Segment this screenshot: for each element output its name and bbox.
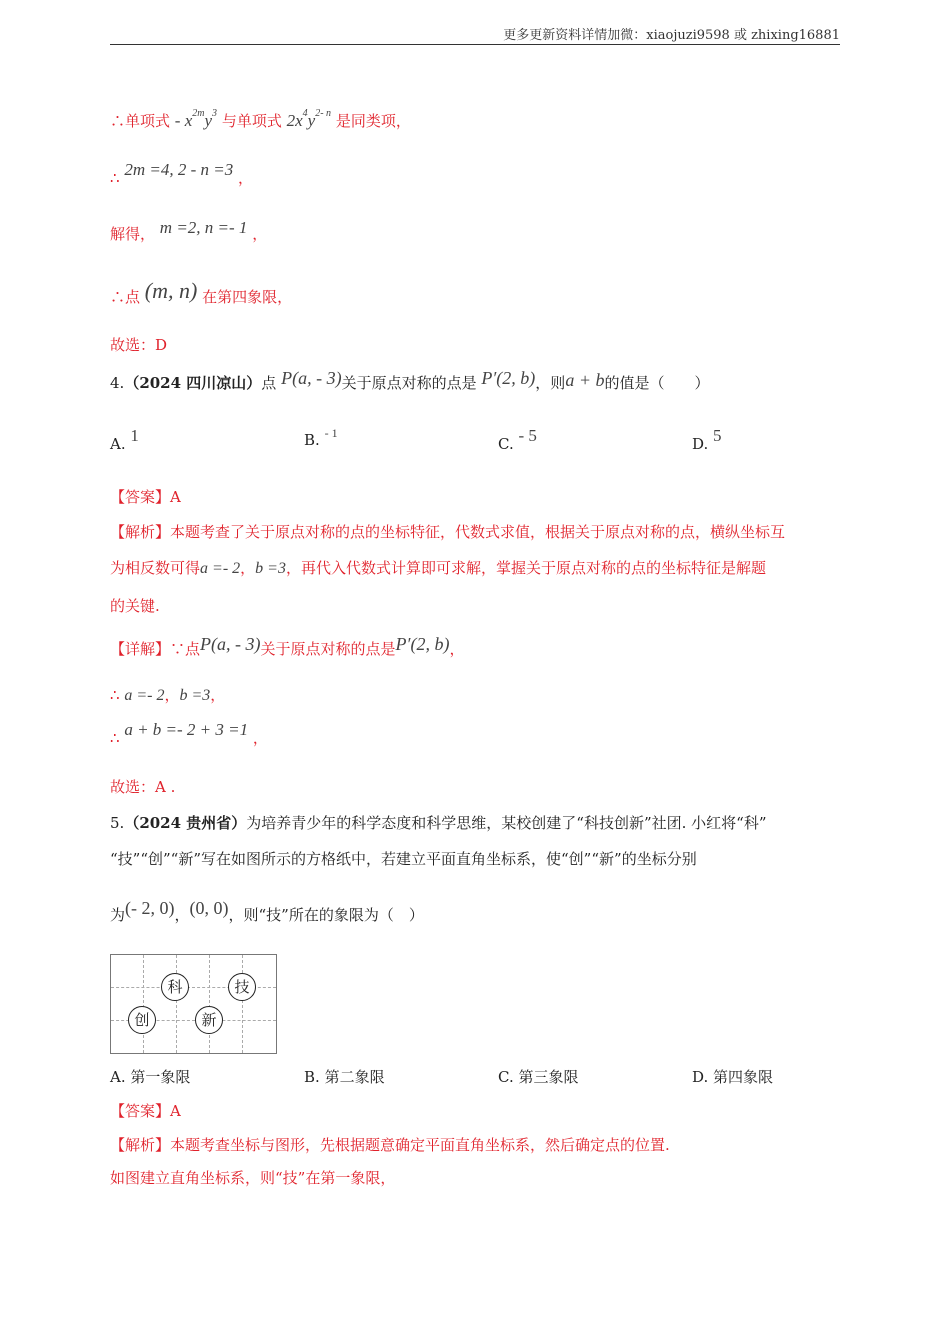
math-sup: 2- n [315, 108, 332, 119]
math: P(a, - 3) [200, 634, 261, 654]
text: ∴ [110, 169, 120, 187]
math: 2x [286, 111, 303, 130]
prev-line-3 [110, 218, 267, 244]
math: P′(2, b) [395, 634, 450, 654]
math-sup: 3 [212, 108, 218, 119]
math: b =3 [255, 560, 286, 577]
option-value: - 1 [324, 426, 338, 440]
char-label: 创 [134, 1011, 150, 1029]
q5-stem-2 [110, 848, 697, 869]
prev-line-4 [110, 278, 292, 307]
text: 故选：A . [110, 778, 176, 796]
text: 为培养青少年的科学态度和科学思维，某校创建了“科技创新”社团. 小红将“科” [246, 814, 767, 832]
q5-stem-1 [110, 812, 767, 833]
q4-option-b[interactable] [304, 426, 338, 449]
math: a + b =- 2 + 3 =1 [124, 720, 249, 739]
q5-option-b[interactable] [304, 1066, 385, 1087]
text: 关于原点对称的点是 [341, 374, 477, 392]
text: ， [252, 729, 268, 747]
q4-option-a[interactable] [110, 426, 139, 453]
math: m =2, n =- 1 [159, 218, 248, 237]
option-value: 第四象限 [713, 1068, 774, 1086]
text: 【答案】A [110, 1102, 181, 1120]
prev-line-2 [110, 160, 253, 188]
text: 的值是（ ） [604, 374, 710, 392]
text: ， [174, 906, 190, 924]
q4-answer [110, 486, 181, 507]
q5-answer [110, 1100, 181, 1121]
math: 2m =4, 2 - n =3 [124, 160, 234, 179]
option-label: A. [110, 435, 126, 453]
text: “技”“创”“新”写在如图所示的方格纸中，若建立平面直角坐标系，使“创”“新”的坐标分别 [110, 850, 697, 868]
math-sup: 4 [302, 108, 308, 119]
math: (- 2, 0) [125, 898, 175, 918]
q4-step-2 [110, 720, 268, 748]
math: P′(2, b) [481, 368, 536, 388]
option-label: C. [498, 435, 514, 453]
page-header [110, 24, 840, 45]
char-chuang [128, 1006, 156, 1034]
q5-stem-3 [110, 898, 424, 925]
text: 的关键. [110, 597, 160, 615]
prev-line-1 [110, 108, 411, 131]
text: ，则 [535, 374, 566, 392]
grid-line [209, 955, 210, 1053]
grid-line [176, 955, 177, 1053]
q4-step-1 [110, 684, 225, 705]
char-ke [161, 973, 189, 1001]
text: 【答案】A [110, 488, 181, 506]
option-label: C. [498, 1068, 514, 1086]
text: ， [210, 686, 226, 704]
text: 如图建立直角坐标系，则“技”在第一象限， [110, 1169, 396, 1187]
text: 故选：D [110, 336, 168, 354]
prev-choose [110, 334, 167, 355]
q4-analysis-2 [110, 557, 766, 578]
text: 与单项式 [221, 112, 282, 130]
math-sup: 2m [192, 108, 205, 119]
question-source: （2024 四川凉山） [124, 374, 262, 392]
char-label: 新 [201, 1011, 217, 1029]
q4-option-c[interactable] [498, 426, 537, 453]
grid-figure [110, 954, 277, 1054]
grid-line [143, 955, 144, 1053]
math: a =- 2 [124, 687, 165, 704]
text: 在第四象限， [202, 288, 293, 306]
math: (0, 0) [189, 898, 229, 918]
math: (m, n) [144, 278, 198, 303]
text: ，则“技”所在的象限为（ ） [228, 906, 424, 924]
q5-option-a[interactable] [110, 1066, 190, 1087]
math: y [307, 111, 316, 130]
text: ， [238, 169, 254, 187]
text: ， [252, 225, 268, 243]
text: ∴ [110, 686, 120, 704]
q4-stem [110, 368, 709, 393]
option-label: A. [110, 1068, 126, 1086]
text: ， [164, 686, 180, 704]
char-ji [228, 973, 256, 1001]
option-label: D. [692, 435, 709, 453]
text: ， [240, 559, 256, 577]
option-value: 第一象限 [130, 1068, 191, 1086]
option-label: B. [304, 1068, 320, 1086]
option-value: 5 [713, 426, 722, 445]
question-number: 5. [110, 814, 125, 832]
option-value: 第二象限 [324, 1068, 385, 1086]
question-number: 4. [110, 374, 125, 392]
char-label: 技 [234, 978, 250, 996]
question-source: （2024 贵州省） [124, 814, 247, 832]
math: - x [174, 111, 193, 130]
text: ∴点 [110, 288, 141, 306]
q5-option-c[interactable] [498, 1066, 579, 1087]
char-label: 科 [167, 978, 183, 996]
text: 是同类项， [335, 112, 411, 130]
q5-analysis [110, 1134, 670, 1155]
q5-detail [110, 1167, 395, 1188]
text: 关于原点对称的点是 [260, 640, 396, 658]
option-value: 第三象限 [518, 1068, 579, 1086]
math [286, 108, 332, 130]
text: ， [449, 640, 465, 658]
text: 点 [261, 374, 277, 392]
q4-detail [110, 634, 464, 659]
math [174, 108, 218, 130]
math: y [204, 111, 213, 130]
option-label: D. [692, 1068, 709, 1086]
math: P(a, - 3) [281, 368, 342, 388]
grid-line [242, 955, 243, 1053]
text: 【解析】本题考查坐标与图形，先根据题意确定平面直角坐标系，然后确定点的位置. [110, 1136, 670, 1154]
option-value: 1 [130, 426, 139, 445]
q4-analysis-1 [110, 521, 785, 542]
option-label: B. [304, 431, 320, 449]
option-value: - 5 [518, 426, 537, 445]
q4-choose [110, 776, 175, 797]
text: ∴ [110, 729, 120, 747]
text: 为相反数可得 [110, 559, 201, 577]
math: b =3 [179, 687, 211, 704]
q4-option-d[interactable] [692, 426, 722, 453]
text: 解得， [110, 225, 156, 243]
header-text: 更多更新资料详情加微：xiaojuzi9598 或 zhixing16881 [503, 28, 840, 43]
text: 【详解】∵点 [110, 640, 201, 658]
char-xin [195, 1006, 223, 1034]
text: ∴单项式 [110, 112, 171, 130]
q4-analysis-3 [110, 595, 160, 616]
text: 为 [110, 906, 126, 924]
q5-option-d[interactable] [692, 1066, 773, 1087]
text: ，再代入代数式计算即可求解，掌握关于原点对称的点的坐标特征是解题 [285, 559, 766, 577]
math: a =- 2 [200, 560, 241, 577]
text: 【解析】本题考查了关于原点对称的点的坐标特征，代数式求值，根据关于原点对称的点，横纵坐标互 [110, 523, 786, 541]
math: a + b [565, 370, 605, 390]
